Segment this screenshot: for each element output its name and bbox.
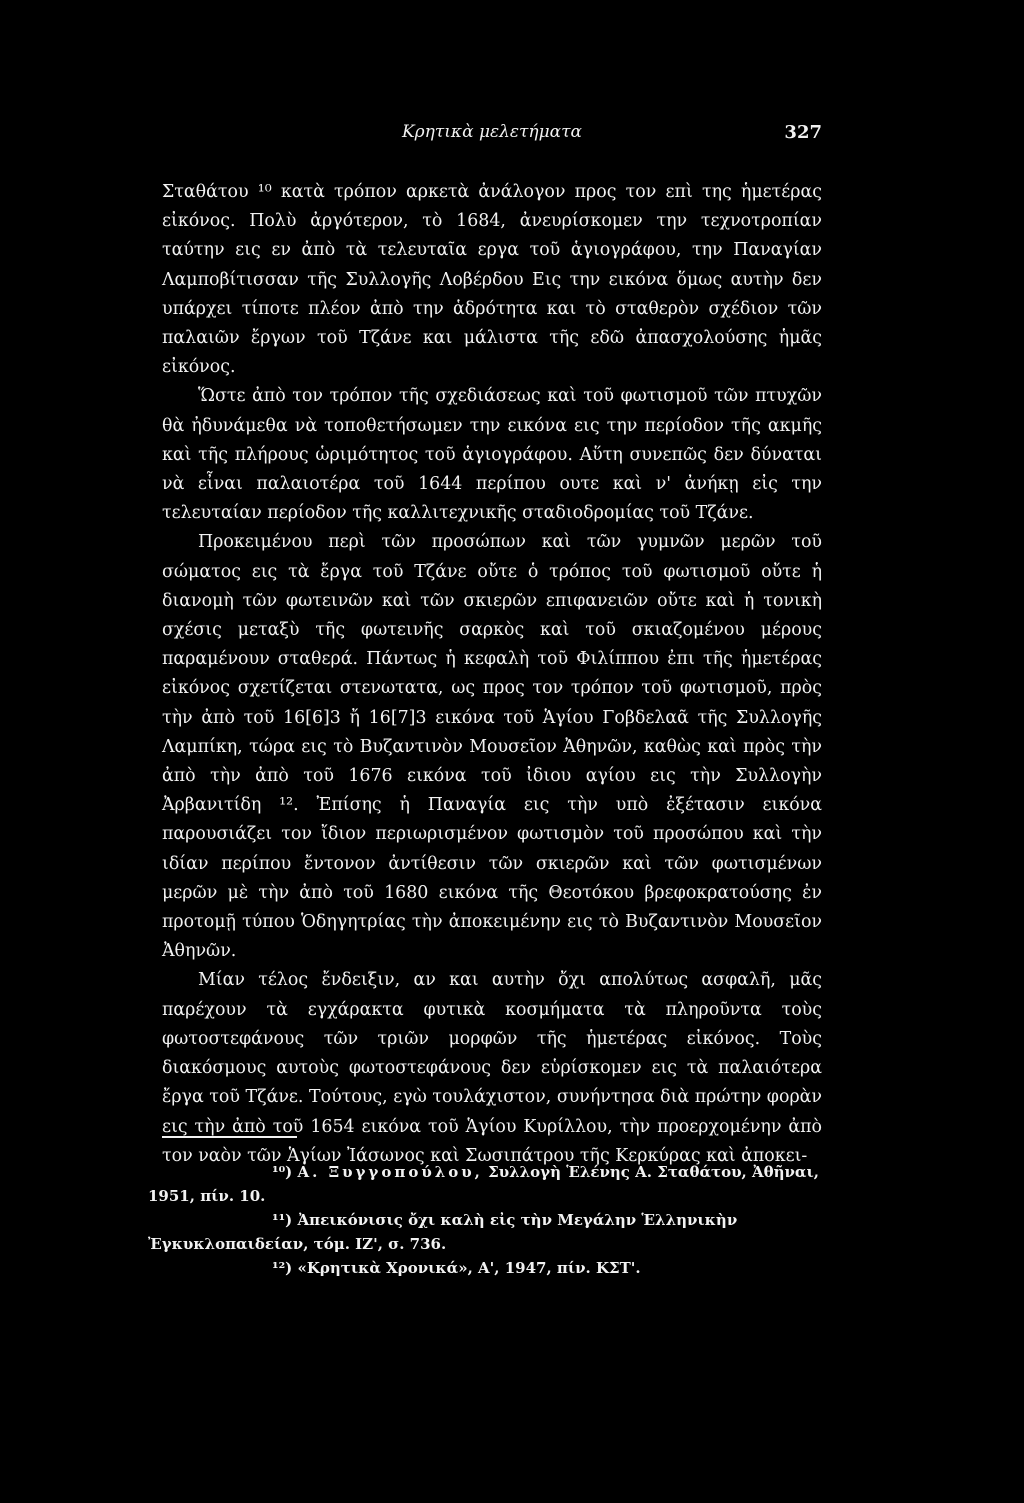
footnote-10-marker: ¹⁰): [272, 1163, 293, 1181]
paragraph-2: Ὥστε ἀπὸ τον τρόπον τῆς σχεδιάσεως καὶ τοῦ φωτισμοῦ τῶν πτυχῶν θὰ ἠδυνάμεθα νὰ τοποθετήσωμεν την εικόνα εις την περίοδον τῆς ακμῆς καὶ τῆς πλήρους ὡριμότητος τοῦ ἁγιογράφου. Αὕτη συνεπῶς δεν δύναται νὰ εἶναι παλαιοτέρα τοῦ 1644 περίπου ουτε καὶ ν' ἀνήκῃ εἰς την τελευταίαν περίοδον τῆς καλλιτεχνικῆς σταδιοδρομίας τοῦ Τζάνε.: [162, 386, 822, 524]
paragraph-4: Μίαν τέλος ἔνδειξιν, αν και αυτὴν ὄχι απολύτως ασφαλῆ, μᾶς παρέχουν τὰ εγχάρακτα φυτικὰ κοσμήματα τὰ πληροῦντα τοὺς φωτοστεφάνους τῶν τριῶν μορφῶν τῆς ἡμετέρας εἰκόνος. Τοὺς διακόσμους αυτοὺς φωτοστεφάνους δεν εὑρίσκομεν εις τὰ παλαιότερα ἔργα τοῦ Τζάνε. Τούτους, εγὼ τουλάχιστον, συνήντησα διὰ πρώτην φορὰν εις τὴν ἀπὸ τοῦ 1654 εικόνα τοῦ Ἁγίου Κυρίλλου, τὴν προερχομένην ἀπὸ τον ναὸν τῶν Ἁγίων Ἰάσωνος καὶ Σωσιπάτρου τῆς Κερκύρας καὶ ἀποκει-: [162, 970, 822, 1166]
footnote-10-author: Α. Ξυγγοπούλου,: [297, 1163, 483, 1181]
footnotes: [148, 1160, 828, 1280]
footnote-11: [148, 1208, 828, 1256]
footnote-11-marker: ¹¹): [272, 1211, 293, 1229]
footnote-10: [148, 1160, 828, 1208]
running-title: Κρητικὰ μελετήματα: [401, 122, 583, 142]
footnote-12-marker: ¹²): [272, 1259, 293, 1277]
footnote-11-text: Ἀπεικόνισις ὄχι καλὴ εἰς τὴν Μεγάλην Ἑλληνικὴν Ἐγκυκλοπαιδείαν, τόμ. ΙΖ', σ. 736.: [148, 1211, 738, 1253]
footnote-12-text: «Κρητικὰ Χρονικά», Α', 1947, πίν. ΚΣΤ'.: [297, 1259, 641, 1277]
page-number: 327: [784, 122, 822, 143]
footnote-12: [148, 1256, 828, 1280]
main-text: [162, 178, 822, 1171]
footnote-divider: [162, 1136, 297, 1138]
running-head: [162, 122, 822, 146]
paragraph-1: Σταθάτου ¹⁰ κατὰ τρόπον αρκετὰ ἀνάλογον προς τον επὶ της ἡμετέρας εἰκόνος. Πολὺ ἀργότερον, τὸ 1684, ἀνευρίσκομεν την τεχνοτροπίαν ταύτην εις εν ἀπὸ τὰ τελευταῖα εργα τοῦ ἁγιογράφου, την Παναγίαν Λαμποβίτισσαν τῆς Συλλογῆς Λοβέρδου Εις την εικόνα ὅμως αυτὴν δεν υπάρχει τίποτε πλέον ἀπὸ την ἁδρότητα και τὸ σταθερὸν σχέδιον τῶν παλαιῶν ἔργων τοῦ Τζάνε και μάλιστα τῆς εδῶ ἀπασχολούσης ἡμᾶς εἰκόνος.: [162, 182, 822, 378]
paragraph-3: Προκειμένου περὶ τῶν προσώπων καὶ τῶν γυμνῶν μερῶν τοῦ σώματος εις τὰ ἔργα τοῦ Τζάνε οὔτε ὁ τρόπος τοῦ φωτισμοῦ οὔτε ἡ διανομὴ τῶν φωτεινῶν καὶ τῶν σκιερῶν επιφανειῶν οὔτε καὶ ἡ τονικὴ σχέσις μεταξὺ τῆς φωτεινῆς σαρκὸς καὶ τοῦ σκιαζομένου μέρους παραμένουν σταθερά. Πάντως ἡ κεφαλὴ τοῦ Φιλίππου ἐπι τῆς ἡμετέρας εἰκόνος σχετίζεται στενωτατα, ως προς τον τρόπον τοῦ φωτισμοῦ, πρὸς τὴν ἀπὸ τοῦ 16[6]3 ἤ 16[7]3 εικόνα τοῦ Ἁγίου Γοβδελαᾶ τῆς Συλλογῆς Λαμπίκη, τώρα εις τὸ Βυζαντινὸν Μουσεῖον Ἀθηνῶν, καθὼς καὶ πρὸς τὴν ἀπὸ τὴν ἀπὸ τοῦ 1676 εικόνα τοῦ ἰδιου αγίου εις τὴν Συλλογὴν Ἀρβανιτίδη ¹². Ἐπίσης ἡ Παναγία εις τὴν υπὸ ἐξέτασιν εικόνα παρουσιάζει τον ἴδιον περιωρισμένον φωτισμὸν τοῦ προσώπου καὶ τὴν ιδίαν περίπου ἔντονον ἀντίθεσιν τῶν σκιερῶν καὶ τῶν φωτισμένων μερῶν μὲ τὴν ἀπὸ τοῦ 1680 εικόνα τῆς Θεοτόκου βρεφοκρατούσης ἐν προτομῇ τύπου Ὁδηγητρίας τὴν ἀποκειμένην εις τὸ Βυζαντινὸν Μουσεῖον Ἀθηνῶν.: [162, 532, 822, 962]
footnote-10-text: Συλλογὴ Ἑλένης Α. Σταθάτου, Ἀθῆναι, 1951, πίν. 10.: [148, 1163, 819, 1205]
